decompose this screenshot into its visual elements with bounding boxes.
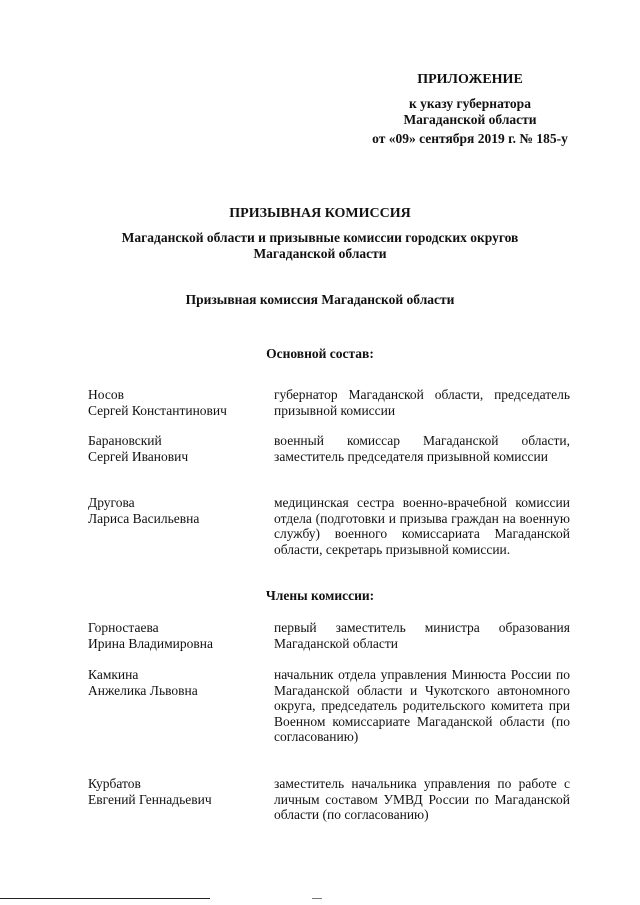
page-bottom-rule [0, 898, 210, 899]
member-surname: Курбатов [88, 776, 141, 791]
members-heading: Члены комиссии: [265, 588, 375, 603]
section-title: Призывная комиссия Магаданской области [185, 292, 455, 307]
appendix-date: от «09» сентября 2019 г. № 185-у [372, 131, 568, 146]
member-given-name: Сергей Константинович [88, 402, 227, 418]
member-name [88, 495, 268, 526]
commission-subtitle [40, 230, 600, 262]
member-given-name: Анжелика Львовна [88, 682, 198, 698]
member-surname: Барановский [88, 433, 162, 448]
member-surname: Носов [88, 387, 124, 402]
member-given-name: Евгений Геннадьевич [88, 791, 212, 807]
main-composition-heading: Основной состав: [266, 346, 374, 361]
member-name [88, 387, 268, 418]
member-name [88, 776, 268, 807]
member-name [88, 667, 268, 698]
member-surname: Другова [88, 495, 135, 510]
member-role: заместитель начальника управления по работе с личным составом УМВД России по Магаданской области (по согласованию) [274, 776, 570, 822]
commission-subtitle-line2: Магаданской области [253, 246, 387, 261]
appendix-decree-line: к указу губернатора [409, 96, 531, 111]
member-role: губернатор Магаданской области, председатель призывной комиссии [274, 387, 570, 418]
member-given-name: Лариса Васильевна [88, 510, 200, 526]
commission-subtitle-line1: Магаданской области и призывные комиссии городских округов [121, 230, 519, 245]
member-role: медицинская сестра военно-врачебной комиссии отдела (подготовки и призыва граждан на военную службу) военного комиссариата Магаданской области, секретарь призывной комиссии. [274, 495, 570, 557]
member-surname: Камкина [88, 667, 139, 682]
page-bottom-mark [312, 898, 322, 899]
member-given-name: Сергей Иванович [88, 448, 189, 464]
member-name [88, 433, 268, 464]
appendix-region-line: Магаданской области [403, 112, 537, 127]
member-given-name: Ирина Владимировна [88, 635, 214, 651]
commission-title: ПРИЗЫВНАЯ КОМИССИЯ [229, 206, 411, 221]
member-role: начальник отдела управления Минюста России по Магаданской области и Чукотского автономного округа, председатель родительского комитета при Военном комиссариате Магаданской области (по согласованию) [274, 667, 570, 744]
member-role: военный комиссар Магаданской области, заместитель председателя призывной комиссии [274, 433, 570, 464]
appendix-title: ПРИЛОЖЕНИЕ [417, 72, 523, 87]
member-surname: Горностаева [88, 620, 159, 635]
member-role: первый заместитель министра образования Магаданской области [274, 620, 570, 651]
member-name [88, 620, 268, 651]
